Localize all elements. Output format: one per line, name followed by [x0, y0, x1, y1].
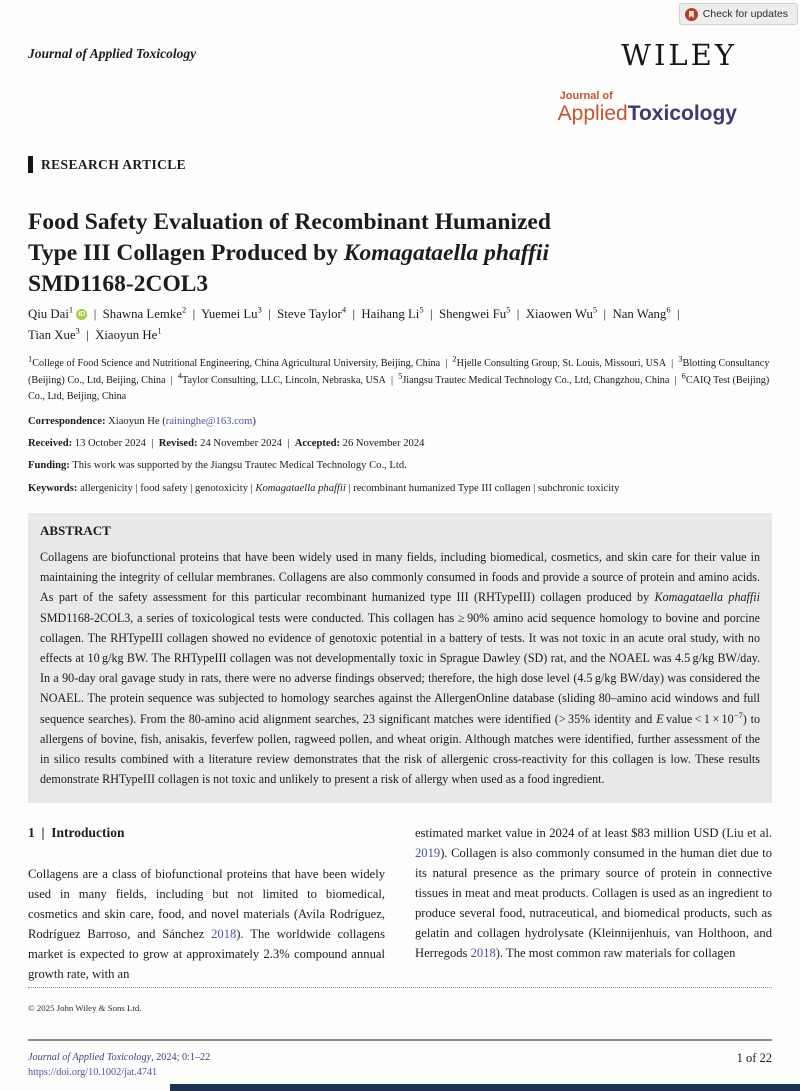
journal-logo — [558, 91, 737, 125]
introduction-section — [28, 823, 772, 984]
introduction-paragraph-right: estimated market value in 2024 of at least $83 million USD (Liu et al. 2019). Collagen is also commonly consumed in the human diet due to its natural presence as the primary source of protein in connective tissues in meat and meat products. Collagen is used as an ingredient to produce several food, nutraceutical, and biomedical products, such as gelatin and collagen hydrolysate (Kleinnijenhuis, van Holthoon, and Herregods 2018). The most common raw materials for collagen — [415, 826, 772, 960]
journal-logo-toxicology: Toxicology — [627, 101, 737, 125]
article-type-bar — [28, 156, 33, 173]
introduction-column-right — [415, 823, 772, 984]
bottom-page-edge-bar — [170, 1084, 800, 1091]
doi-link[interactable]: https://doi.org/10.1002/jat.4741 — [28, 1067, 158, 1078]
affiliations: $^1$College of Food Science and Nutritional Engineering, China Agricultural University, Beijing, China | $^2$Hjelle Consulting Group, St. Louis, Missouri, USA | $^3$Blotting Consultancy (Beijing) Co., Ltd, Beijing, China | $^4$Taylor Consulting, LLC, Lincoln, Nebraska, USA | $^5$Jiangsu Trautec Medical Technology Co., Ltd, Changzhou, China | $^6$CAIQ Test (Beijing) Co., Ltd, Beijing, China — [28, 353, 770, 402]
introduction-column-left — [28, 823, 385, 984]
article-type-text: RESEARCH ARTICLE — [41, 156, 187, 172]
check-for-updates-button[interactable] — [679, 3, 798, 25]
footer-journal-line: Journal of Applied Toxicology, 2024; 0:1–22 — [28, 1052, 211, 1063]
funding-line: Funding: This work was supported by the Jiangsu Trautec Medical Technology Co., Ltd. — [28, 460, 407, 471]
author-list: Qiu Dai$^1$ iD | Shawna Lemke$^2$ | Yuemei Lu$^3$ | Steve Taylor$^4$ | Haihang Li$^5$ | Shengwei Fu$^5$ | Xiaowen Wu$^5$ | Nan Wang$^6$ | Tian Xue$^3$ | Xiaoyun He$^1$ — [28, 304, 680, 342]
journal-logo-line1: Journal of — [559, 90, 613, 102]
journal-logo-line2 — [558, 103, 737, 125]
check-for-updates-label: Check for updates — [702, 8, 788, 20]
footer-citation-block — [28, 1050, 210, 1080]
article-title: Food Safety Evaluation of Recombinant Humanized Type III Collagen Produced by Komagataella phaffii SMD1168-2COL3 — [28, 209, 551, 297]
abstract-body: Collagens are biofunctional proteins that have been widely used in many fields, including biomedical, cosmetics, and skin care for their value in maintaining the integrity of cellular membranes. Collagens are also commonly consumed in foods and provide a source of protein and amino acids. As part of the safety assessment for this particular recombinant humanized type III (RHTypeIII) collagen produced by Komagataella phaffii SMD1168-2COL3, a series of toxicological tests were conducted. This collagen has ≥ 90% amino acid sequence homology to bovine and porcine collagen. The RHTypeIII collagen showed no evidence of genotoxic potential in a battery of tests. It was not toxic in an acute oral study, with no effects at 10 g/kg BW. The RHTypeIII collagen was not developmentally toxic in Sprague Dawley (SD) rat, and the NOAEL was 4.5 g/kg BW/day. In a 90-day oral gavage study in rats, there were no adverse findings observed; therefore, the high dose level (4.5 g/kg BW/day) was considered the NOAEL. The protein sequence was subjected to homology searches against the AllergenOnline database (sliding 80–amino acid windows and full sequence searches). From the 80-amino acid alignment searches, 23 significant matches were identified (> 35% identity and E value < $1 \times 10^{-7}$) to allergens of bovine, fish, anisakis, feverfew pollen, ragweed pollen, and wheat origin. Although matches were identified, further assessment of the in silico results combined with a literature review demonstrates that the risk of allergenic cross-reactivity for this collagen is low. These results demonstrate RHTypeIII collagen is not toxic and unlikely to present a risk of allergy when used as a food ingredient. — [40, 550, 760, 787]
introduction-paragraph-left: Collagens are a class of biofunctional proteins that have been widely used in many fields, including but not limited to biomedical, cosmetics and skin care, food, and novel materials (Avila Rodríguez, Rodríguez Barroso, and Sánchez 2018). The worldwide collagens market is expected to grow at approximately 2.3% compound annual growth rate, with an — [28, 867, 385, 981]
abstract-box — [28, 513, 772, 803]
abstract-heading: ABSTRACT — [40, 523, 111, 538]
journal-logo-applied: Applied — [557, 101, 628, 125]
correspondence-line[interactable]: Correspondence: Xiaoyun He (raininghe@163.com) — [28, 416, 256, 427]
footer-rule — [28, 1039, 772, 1041]
copyright-notice: © 2025 John Wiley & Sons Ltd. — [28, 1003, 142, 1013]
history-dates-line: Received: 13 October 2024 | Revised: 24 November 2024 | Accepted: 26 November 2024 — [28, 438, 425, 449]
crossmark-icon — [685, 8, 698, 21]
page-number: 1 of 22 — [736, 1051, 772, 1065]
keywords-line: Keywords: allergenicity | food safety | genotoxicity | Komagataella phaffii | recombinant humanized Type III collagen | subchronic toxicity — [28, 483, 620, 494]
running-head-journal-title: Journal of Applied Toxicology — [28, 46, 197, 61]
wiley-logo: WILEY — [621, 38, 737, 72]
dotted-separator — [28, 987, 772, 988]
article-type-label — [28, 156, 186, 173]
introduction-heading: 1 | Introduction — [28, 825, 125, 840]
